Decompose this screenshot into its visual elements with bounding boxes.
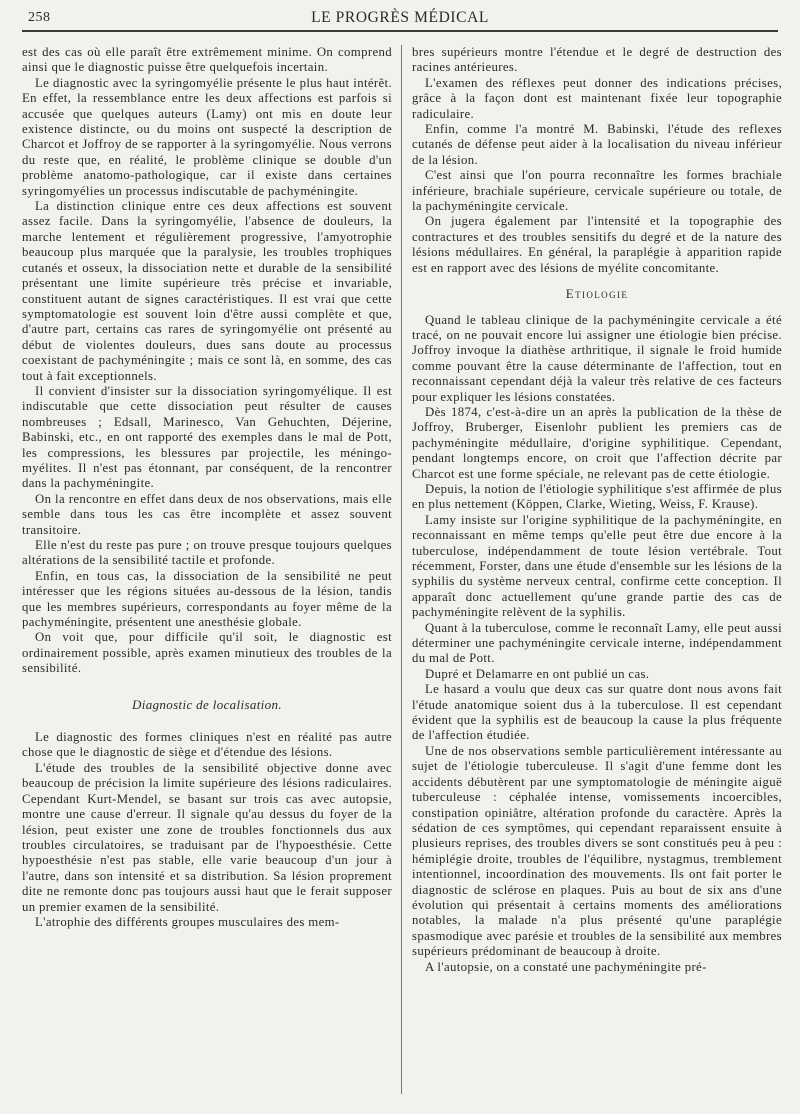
- paragraph: On voit que, pour difficile qu'il soit, le diagnostic est ordinairement possible, après examen minutieux des troubles de la sensibilité.: [22, 630, 392, 676]
- paragraph: L'atrophie des différents groupes musculaires des mem-: [35, 914, 340, 929]
- paragraph: On jugera également par l'intensité et la topographie des contractures et des troubles sensitifs du degré et de la nature des lésions médullaires. En général, la paraplégie à apparition rapide est en rapport avec des lésions de myélite concomitante.: [412, 214, 782, 275]
- paragraph: L'étude des troubles de la sensibilité objective donne avec beaucoup de précision la limite supérieure des lésions radiculaires. Cependant Kurt-Mendel, se basant sur trois cas avec autopsie, montre une cause d'erreur. Il signale qu'au dessus du foyer de la lésion, peut exister une zone de troubles fonctionnels dus aux troubles circulatoires, se traduisant par de l'hypoesthésie. Cette hypoesthésie n'est pas stable, elle varie beaucoup d'un jour à l'autre, dans son intensité et sa distribution. Sa lésion proprement dite ne remonte donc pas toujours aussi haut que le ferait supposer un premier examen de la sensibilité.: [22, 760, 392, 914]
- paragraph: Elle n'est du reste pas pure ; on trouve presque toujours quelques altérations de la sensibilité tactile et profonde.: [22, 538, 392, 568]
- paragraph: Une de nos observations semble particulièrement intéressante au sujet de l'étiologie tuberculeuse. Il s'agit d'une femme dont les accidents débutèrent par une symptomatologie de méningite aiguë tuberculeuse : céphalée intense, vomissements incoercibles, constipation opiniâtre, altération profonde du caractère. Après la sédation de ces symptômes, qui cependant reparaissent ensuite à plusieurs reprises, des troubles divers se sont constitués peu à peu : hémiplégie droite, troubles de l'équilibre, nystagmus, tremblement intentionnel, incoordination des mouvements. Ils ont fait porter le diagnostic de sclérose en plaques. Puis au bout de six ans d'une évolution qui présentait à certains moments des améliorations notables, la malade n'a plus présenté qu'une paraplégie spasmodique avec parésie et troubles de la sensibilité aux membres supérieurs prédominant de beaucoup à droite.: [412, 743, 782, 959]
- paragraph: La distinction clinique entre ces deux affections est souvent assez facile. Dans la syringomyélie, l'absence de douleurs, la marche lentement et régulièrement progressive, l'amyotrophie beaucoup plus marquée que la paralysie, les troubles trophiques cutanés et osseux, la dissociation nette et durable de la sensibilité présentant une limite supérieure très précise et invariable, constituent autant de signes caractéristiques. Il est vrai que cette symptomatologie est souvent loin d'être aussi complète et que, d'autre part, certains cas rares de syringomyélie ont présenté au début de violentes douleurs, dues sans doute au processus coexistant de pachyméningite ; mais ce sont là, en somme, des cas tout à fait exceptionnels.: [22, 199, 392, 383]
- paragraph: Quand le tableau clinique de la pachyméningite cervicale a été tracé, on ne pouvait encore lui assigner une étiologie bien précise. Joffroy invoque la diathèse arthritique, il signale le froid humide comme pouvant être la cause déterminante de l'affection, tout en reconnaissant cependant déjà la valeur très relative de ces facteurs pour expliquer les lésions constatées.: [412, 312, 782, 404]
- paragraph: Enfin, comme l'a montré M. Babinski, l'étude des reflexes cutanés de défense peut aider à la localisation du niveau inférieur de la lésion.: [412, 122, 782, 167]
- paragraph: Le hasard a voulu que deux cas sur quatre dont nous avons fait l'étude anatomique soient dus à la tuberculose. Il est cependant évident que la syphilis est de beaucoup la cause la plus fréquente de l'affection étudiée.: [412, 682, 782, 743]
- paragraph: C'est ainsi que l'on pourra reconnaître les formes brachiale inférieure, brachiale supérieure, cervicale supérieure ou totale, de la pachyméningite cervicale.: [412, 168, 782, 214]
- paragraph: Il convient d'insister sur la dissociation syringomyélique. Il est indiscutable que cette dissociation peut résulter de causes nombreuses ; Edsall, Marinesco, Van Gehuchten, Déjerine, Babinski, etc., en ont rapporté des exemples dans le mal de Pott, les compressions, les blessures par projectile, les méningo-myélites. Il n'est pas étonnant, par conséquent, de la rencontrer dans la pachyméningite.: [22, 383, 392, 491]
- header-rule: [22, 30, 778, 32]
- paragraph: Dupré et Delamarre en ont publié un cas.: [425, 666, 650, 681]
- left-column: [22, 45, 392, 1100]
- paragraph: Enfin, en tous cas, la dissociation de la sensibilité ne peut intéresser que les régions situées au-dessous de la lésion, tandis que les membres supérieurs, correspondants au foyer même de la pachyméningite, présentent une anesthésie globale.: [22, 568, 392, 630]
- paragraph: Quant à la tuberculose, comme le reconnaît Lamy, elle peut aussi déterminer une pachyméningite cervicale interne, indépendamment du mal de Pott.: [412, 620, 782, 666]
- paragraph: est des cas où elle paraît être extrêmement minime. On comprend ainsi que le diagnostic puisse être quelquefois incertain.: [22, 45, 392, 75]
- paragraph: Le diagnostic avec la syringomyélie présente le plus haut intérêt. En effet, la ressemblance entre les deux affections est parfois si accusée que quelques auteurs (Lamy) ont mis en doute leur existence distincte, ou du moins ont suspecté la description de Charcot et Joffroy de se rapporter à la syringomyélie. Nous verrons du reste que, en réalité, le problème clinique se double d'un problème anatomo-pathologique, car il existe dans certaines syringomyélies un processus indiscutable de pachyméningite.: [22, 75, 392, 198]
- paragraph: Depuis, la notion de l'étiologie syphilitique s'est affirmée de plus en plus nettement (Köppen, Clarke, Wieting, Weiss, F. Krause).: [412, 481, 782, 512]
- section-heading: Diagnostic de localisation.: [132, 696, 282, 712]
- paragraph: A l'autopsie, on a constaté une pachyméningite pré-: [425, 959, 707, 974]
- right-column: [412, 45, 782, 1100]
- paragraph: Lamy insiste sur l'origine syphilitique de la pachyméningite, en reconnaissant en même temps qu'elle peut être due encore à la tuberculose, indépendamment de toute lésion vertébrale. Tout récemment, Forster, dans une étude d'ensemble sur les lésions de la syphilis du système nerveux central, confirme cette conception. Il apparaît donc actuellement qu'une grande partie des cas de pachyméningite relèvent de la syphilis.: [412, 512, 782, 620]
- paragraph: bres supérieurs montre l'étendue et le degré de destruction des racines antérieures.: [412, 45, 782, 75]
- page-header: [22, 6, 778, 28]
- column-divider: [401, 45, 402, 1094]
- page-number: 258: [28, 10, 51, 25]
- paragraph: On la rencontre en effet dans deux de nos observations, mais elle semble dans tous les cas être incomplète et assez souvent transitoire.: [22, 491, 392, 537]
- paragraph: Dès 1874, c'est-à-dire un an après la publication de la thèse de Joffroy, Bruberger, Eisenlohr publient les premiers cas de pachyméningite médullaire, d'origine syphilitique. Cependant, pendant longtemps encore, on croit que l'affection décrite par Charcot est une forme spéciale, ne relevant pas de cette étiologie.: [412, 404, 782, 481]
- paragraph: L'examen des réflexes peut donner des indications précises, grâce à la façon dont est maintenant fixée leur topographie radiculaire.: [412, 75, 782, 121]
- paragraph: Le diagnostic des formes cliniques n'est en réalité pas autre chose que le diagnostic de siège et d'étendue des lésions.: [22, 730, 392, 760]
- running-title: LE PROGRÈS MÉDICAL: [311, 9, 489, 26]
- section-heading: Etiologie: [565, 286, 629, 302]
